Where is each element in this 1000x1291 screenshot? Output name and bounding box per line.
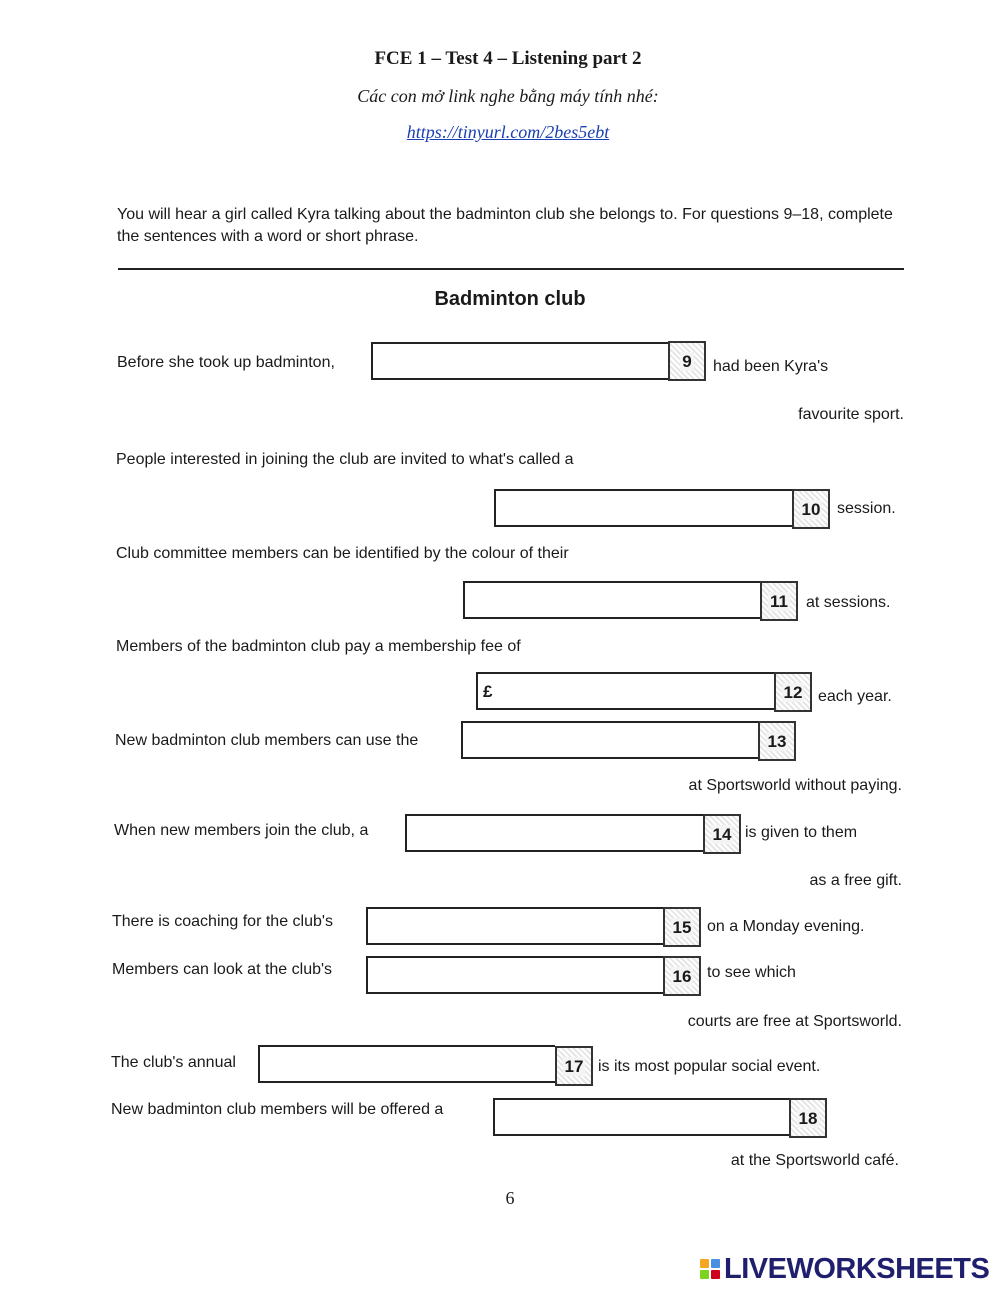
question-number-11: 11 [760, 581, 798, 621]
answer-input-13[interactable] [461, 721, 758, 759]
question-number-13: 13 [758, 721, 796, 761]
answer-input-12[interactable] [476, 672, 774, 710]
answer-input-18[interactable] [493, 1098, 789, 1136]
question-10-text: People interested in joining the club are invited to what's called a [116, 451, 574, 468]
question-number-10: 10 [792, 489, 830, 529]
question-10-after: session. [837, 500, 896, 517]
divider [118, 268, 904, 270]
question-9-after: had been Kyra's [713, 358, 829, 375]
question-11-text: Club committee members can be identified by the colour of their [116, 545, 569, 562]
question-16-text: Members can look at the club's [112, 961, 333, 978]
question-14-continued: as a free gift. [809, 872, 902, 889]
logo-text: LIVEWORKSHEETS [724, 1252, 990, 1285]
page-title: FCE 1 – Test 4 – Listening part 2 [374, 48, 642, 69]
question-number-14: 14 [703, 814, 741, 854]
question-14-after: is given to them [745, 824, 858, 841]
question-11-after: at sessions. [806, 594, 891, 611]
answer-input-15[interactable] [366, 907, 663, 945]
question-18-text: New badminton club members will be offered a [111, 1101, 444, 1118]
logo-icon [700, 1259, 720, 1279]
question-9-continued: favourite sport. [798, 406, 904, 423]
answer-input-17[interactable] [258, 1045, 555, 1083]
question-number-18: 18 [789, 1098, 827, 1138]
answer-input-10[interactable] [494, 489, 792, 527]
answer-input-16[interactable] [366, 956, 663, 994]
question-number-17: 17 [555, 1046, 593, 1086]
question-15-text: There is coaching for the club's [112, 913, 333, 930]
question-16-continued: courts are free at Sportsworld. [687, 1013, 902, 1030]
question-12-text: Members of the badminton club pay a membership fee of [116, 638, 521, 655]
question-9-text: Before she took up badminton, [117, 354, 335, 371]
answer-input-9[interactable] [371, 342, 668, 380]
page-subtitle: Các con mở link nghe bằng máy tính nhé: [357, 86, 659, 106]
question-17-text: The club's annual [111, 1054, 236, 1071]
page-number: 6 [505, 1188, 515, 1208]
question-15-after: on a Monday evening. [707, 918, 865, 935]
question-14-text: When new members join the club, a [114, 822, 369, 839]
instructions: You will hear a girl called Kyra talking about the badminton club she belongs to. For questions 9–18, complete the sentences with a word or short phrase. [117, 206, 893, 245]
question-number-15: 15 [663, 907, 701, 947]
question-number-9: 9 [668, 341, 706, 381]
answer-input-14[interactable] [405, 814, 703, 852]
question-number-16: 16 [663, 956, 701, 996]
question-13-continued: at Sportsworld without paying. [688, 777, 902, 794]
pound-sign: £ [483, 682, 493, 701]
question-13-text: New badminton club members can use the [115, 732, 419, 749]
section-heading: Badminton club [434, 288, 586, 310]
question-18-continued: at the Sportsworld café. [730, 1152, 899, 1169]
question-17-after: is its most popular social event. [598, 1058, 821, 1075]
answer-input-11[interactable] [463, 581, 760, 619]
liveworksheets-logo [700, 1252, 989, 1286]
question-number-12: 12 [774, 672, 812, 712]
audio-link[interactable]: https://tinyurl.com/2bes5ebt [406, 122, 610, 142]
question-16-after: to see which [707, 964, 796, 981]
question-12-after: each year. [818, 688, 892, 705]
